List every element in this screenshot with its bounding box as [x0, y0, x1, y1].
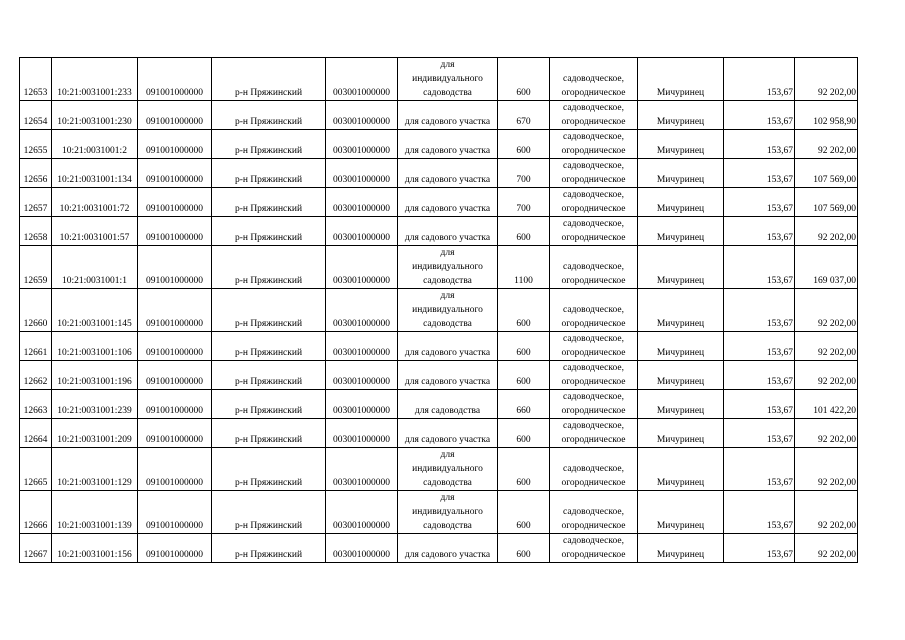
cell-purpose-line: для садового участка: [404, 348, 491, 358]
cell-district: р-н Пряжинский: [212, 361, 326, 390]
cell-cadastral-value: 169 037,00: [795, 246, 858, 289]
cell-settlement-code: 003001000000: [326, 491, 398, 534]
cell-category: [550, 188, 638, 217]
cell-purpose-line: для: [440, 450, 455, 460]
cell-rate: 153,67: [724, 159, 795, 188]
cell-category: [550, 159, 638, 188]
cell-purpose: [398, 246, 498, 289]
cell-purpose-line: индивидуального: [412, 464, 483, 474]
cell-code: 091001000000: [138, 419, 212, 448]
cell-category-line: огородническое: [561, 521, 626, 531]
cell-code: 091001000000: [138, 101, 212, 130]
cell-area: 700: [498, 188, 550, 217]
cell-cadastral-value: 92 202,00: [795, 217, 858, 246]
cell-cadastral-number: 10:21:0031001:2: [52, 130, 138, 159]
cell-number: 12654: [20, 101, 52, 130]
cell-category: [550, 58, 638, 101]
cell-category-line: садоводческое,: [563, 392, 624, 402]
cell-purpose-line: для садового участка: [404, 233, 491, 243]
cell-purpose: [398, 361, 498, 390]
cell-settlement-code: 003001000000: [326, 419, 398, 448]
cell-settlement-code: 003001000000: [326, 361, 398, 390]
cell-cadastral-value: 92 202,00: [795, 534, 858, 563]
cell-cadastral-value: 92 202,00: [795, 491, 858, 534]
cell-category-line: огородническое: [561, 550, 626, 560]
table-row: [20, 159, 858, 188]
cell-code: 091001000000: [138, 491, 212, 534]
cell-district: р-н Пряжинский: [212, 217, 326, 246]
cell-rate: 153,67: [724, 332, 795, 361]
cell-purpose: [398, 159, 498, 188]
cell-category-line: садоводческое,: [563, 190, 624, 200]
cell-category: [550, 491, 638, 534]
cell-place: Мичуринец: [638, 159, 724, 188]
cell-district: р-н Пряжинский: [212, 448, 326, 491]
cell-purpose: [398, 491, 498, 534]
cell-category: [550, 130, 638, 159]
cell-category-line: огородническое: [561, 478, 626, 488]
cell-purpose: [398, 101, 498, 130]
cell-place: Мичуринец: [638, 491, 724, 534]
cell-number: 12663: [20, 390, 52, 419]
cell-category-line: огородническое: [561, 348, 626, 358]
cell-settlement-code: 003001000000: [326, 130, 398, 159]
cell-cadastral-value: 92 202,00: [795, 289, 858, 332]
cell-area: 600: [498, 332, 550, 361]
cell-category-line: огородническое: [561, 377, 626, 387]
cell-area: 660: [498, 390, 550, 419]
cell-purpose-line: индивидуального: [412, 74, 483, 84]
table-row: [20, 448, 858, 491]
cell-cadastral-value: 92 202,00: [795, 448, 858, 491]
cell-place: Мичуринец: [638, 361, 724, 390]
cell-purpose-line: индивидуального: [412, 262, 483, 272]
cell-code: 091001000000: [138, 246, 212, 289]
cell-number: 12659: [20, 246, 52, 289]
cell-purpose-line: для садового участка: [404, 435, 491, 445]
cell-place: Мичуринец: [638, 58, 724, 101]
cell-code: 091001000000: [138, 188, 212, 217]
cell-category-line: огородническое: [561, 276, 626, 286]
cell-category-line: огородническое: [561, 319, 626, 329]
cell-code: 091001000000: [138, 217, 212, 246]
cell-category-line: садоводческое,: [563, 219, 624, 229]
cell-category-line: садоводческое,: [563, 464, 624, 474]
cell-cadastral-value: 101 422,20: [795, 390, 858, 419]
cell-settlement-code: 003001000000: [326, 159, 398, 188]
cell-rate: 153,67: [724, 491, 795, 534]
cell-code: 091001000000: [138, 159, 212, 188]
cell-purpose-line: для садового участка: [404, 377, 491, 387]
cell-purpose-line: индивидуального: [412, 507, 483, 517]
cell-category: [550, 448, 638, 491]
cell-cadastral-value: 92 202,00: [795, 58, 858, 101]
cell-category-line: огородническое: [561, 146, 626, 156]
cell-cadastral-value: 102 958,90: [795, 101, 858, 130]
cell-purpose-line: для садоводства: [414, 406, 481, 416]
table-row: [20, 419, 858, 448]
table-row: [20, 390, 858, 419]
cell-code: 091001000000: [138, 289, 212, 332]
cell-settlement-code: 003001000000: [326, 58, 398, 101]
cell-settlement-code: 003001000000: [326, 448, 398, 491]
cell-code: 091001000000: [138, 448, 212, 491]
cell-category-line: садоводческое,: [563, 363, 624, 373]
cell-place: Мичуринец: [638, 534, 724, 563]
cell-rate: 153,67: [724, 534, 795, 563]
cell-settlement-code: 003001000000: [326, 289, 398, 332]
cell-purpose: [398, 419, 498, 448]
cell-place: Мичуринец: [638, 419, 724, 448]
cell-category: [550, 390, 638, 419]
cell-purpose-line: для садового участка: [404, 204, 491, 214]
cell-cadastral-value: 92 202,00: [795, 361, 858, 390]
cell-category: [550, 246, 638, 289]
cell-rate: 153,67: [724, 390, 795, 419]
cell-code: 091001000000: [138, 534, 212, 563]
table-row: [20, 289, 858, 332]
cell-place: Мичуринец: [638, 188, 724, 217]
cell-purpose: [398, 58, 498, 101]
table-row: [20, 101, 858, 130]
cell-code: 091001000000: [138, 390, 212, 419]
cell-rate: 153,67: [724, 246, 795, 289]
cell-district: р-н Пряжинский: [212, 130, 326, 159]
cell-cadastral-value: 92 202,00: [795, 332, 858, 361]
cell-number: 12660: [20, 289, 52, 332]
table-row: [20, 534, 858, 563]
cell-district: р-н Пряжинский: [212, 332, 326, 361]
table-row: [20, 491, 858, 534]
cell-place: Мичуринец: [638, 390, 724, 419]
cell-category-line: садоводческое,: [563, 421, 624, 431]
cell-category-line: огородническое: [561, 435, 626, 445]
cell-number: 12665: [20, 448, 52, 491]
cell-cadastral-number: 10:21:0031001:106: [52, 332, 138, 361]
cell-cadastral-value: 107 569,00: [795, 188, 858, 217]
cell-category-line: садоводческое,: [563, 74, 624, 84]
cell-place: Мичуринец: [638, 217, 724, 246]
table-row: [20, 332, 858, 361]
cell-code: 091001000000: [138, 58, 212, 101]
cell-number: 12662: [20, 361, 52, 390]
cell-place: Мичуринец: [638, 130, 724, 159]
cell-cadastral-value: 92 202,00: [795, 419, 858, 448]
table-row: [20, 130, 858, 159]
cell-cadastral-number: 10:21:0031001:57: [52, 217, 138, 246]
cell-place: Мичуринец: [638, 289, 724, 332]
cell-district: р-н Пряжинский: [212, 390, 326, 419]
cell-purpose: [398, 448, 498, 491]
land-parcel-table: [19, 57, 858, 563]
cell-category-line: садоводческое,: [563, 103, 624, 113]
cell-area: 600: [498, 534, 550, 563]
cell-cadastral-number: 10:21:0031001:1: [52, 246, 138, 289]
cell-district: р-н Пряжинский: [212, 289, 326, 332]
cell-purpose-line: садоводства: [423, 478, 472, 488]
cell-area: 670: [498, 101, 550, 130]
cell-cadastral-number: 10:21:0031001:72: [52, 188, 138, 217]
cell-cadastral-number: 10:21:0031001:196: [52, 361, 138, 390]
cell-purpose-line: для садового участка: [404, 550, 491, 560]
cell-code: 091001000000: [138, 332, 212, 361]
cell-purpose-line: для садового участка: [404, 146, 491, 156]
cell-number: 12656: [20, 159, 52, 188]
cell-number: 12661: [20, 332, 52, 361]
cell-place: Мичуринец: [638, 246, 724, 289]
cell-rate: 153,67: [724, 448, 795, 491]
cell-settlement-code: 003001000000: [326, 188, 398, 217]
cell-place: Мичуринец: [638, 101, 724, 130]
cell-area: 700: [498, 159, 550, 188]
cell-category-line: огородническое: [561, 406, 626, 416]
cell-purpose: [398, 217, 498, 246]
cell-category-line: садоводческое,: [563, 262, 624, 272]
cell-purpose: [398, 534, 498, 563]
cell-cadastral-number: 10:21:0031001:134: [52, 159, 138, 188]
cell-category-line: огородническое: [561, 88, 626, 98]
cell-purpose-line: садоводства: [423, 521, 472, 531]
cell-settlement-code: 003001000000: [326, 534, 398, 563]
cell-code: 091001000000: [138, 130, 212, 159]
cell-category-line: садоводческое,: [563, 305, 624, 315]
cell-cadastral-number: 10:21:0031001:233: [52, 58, 138, 101]
cell-area: 1100: [498, 246, 550, 289]
cell-cadastral-value: 92 202,00: [795, 130, 858, 159]
cell-category: [550, 332, 638, 361]
cell-purpose-line: для: [440, 493, 455, 503]
cell-category: [550, 101, 638, 130]
cell-district: р-н Пряжинский: [212, 159, 326, 188]
cell-settlement-code: 003001000000: [326, 332, 398, 361]
cell-cadastral-number: 10:21:0031001:230: [52, 101, 138, 130]
cell-area: 600: [498, 58, 550, 101]
cell-purpose-line: для садового участка: [404, 117, 491, 127]
cell-purpose-line: для: [440, 248, 455, 258]
cell-place: Мичуринец: [638, 332, 724, 361]
cell-cadastral-number: 10:21:0031001:145: [52, 289, 138, 332]
cell-purpose: [398, 130, 498, 159]
cell-cadastral-number: 10:21:0031001:139: [52, 491, 138, 534]
cell-purpose-line: садоводства: [423, 88, 472, 98]
cell-rate: 153,67: [724, 361, 795, 390]
cell-category-line: садоводческое,: [563, 536, 624, 546]
cell-area: 600: [498, 361, 550, 390]
cell-district: р-н Пряжинский: [212, 188, 326, 217]
cell-area: 600: [498, 289, 550, 332]
cell-purpose: [398, 188, 498, 217]
cell-purpose: [398, 332, 498, 361]
cell-category-line: огородническое: [561, 175, 626, 185]
cell-category-line: садоводческое,: [563, 507, 624, 517]
cell-category-line: садоводческое,: [563, 334, 624, 344]
cell-category-line: огородническое: [561, 233, 626, 243]
cell-rate: 153,67: [724, 58, 795, 101]
cell-district: р-н Пряжинский: [212, 419, 326, 448]
cell-cadastral-number: 10:21:0031001:239: [52, 390, 138, 419]
cell-district: р-н Пряжинский: [212, 246, 326, 289]
cell-category-line: садоводческое,: [563, 161, 624, 171]
cell-cadastral-number: 10:21:0031001:156: [52, 534, 138, 563]
cell-number: 12653: [20, 58, 52, 101]
cell-purpose-line: для: [440, 60, 455, 70]
cell-number: 12666: [20, 491, 52, 534]
cell-number: 12664: [20, 419, 52, 448]
cell-cadastral-number: 10:21:0031001:209: [52, 419, 138, 448]
table-row: [20, 217, 858, 246]
cell-purpose-line: для садового участка: [404, 175, 491, 185]
cell-purpose-line: индивидуального: [412, 305, 483, 315]
cell-category: [550, 419, 638, 448]
cell-category: [550, 361, 638, 390]
cell-area: 600: [498, 130, 550, 159]
table-row: [20, 58, 858, 101]
cell-area: 600: [498, 448, 550, 491]
table-row: [20, 246, 858, 289]
cell-code: 091001000000: [138, 361, 212, 390]
cell-rate: 153,67: [724, 188, 795, 217]
cell-purpose: [398, 289, 498, 332]
cell-settlement-code: 003001000000: [326, 101, 398, 130]
cell-category-line: садоводческое,: [563, 132, 624, 142]
cell-settlement-code: 003001000000: [326, 217, 398, 246]
cell-purpose: [398, 390, 498, 419]
cell-cadastral-number: 10:21:0031001:129: [52, 448, 138, 491]
cell-area: 600: [498, 491, 550, 534]
cell-category-line: огородническое: [561, 117, 626, 127]
cell-cadastral-value: 107 569,00: [795, 159, 858, 188]
cell-district: р-н Пряжинский: [212, 101, 326, 130]
table-row: [20, 361, 858, 390]
cell-district: р-н Пряжинский: [212, 534, 326, 563]
cell-number: 12657: [20, 188, 52, 217]
cell-category: [550, 217, 638, 246]
cell-rate: 153,67: [724, 217, 795, 246]
cell-category: [550, 534, 638, 563]
cell-number: 12667: [20, 534, 52, 563]
cell-rate: 153,67: [724, 289, 795, 332]
cell-rate: 153,67: [724, 419, 795, 448]
cell-purpose-line: садоводства: [423, 276, 472, 286]
cell-area: 600: [498, 419, 550, 448]
cell-number: 12658: [20, 217, 52, 246]
cell-number: 12655: [20, 130, 52, 159]
cell-area: 600: [498, 217, 550, 246]
cell-rate: 153,67: [724, 130, 795, 159]
cell-settlement-code: 003001000000: [326, 390, 398, 419]
cell-district: р-н Пряжинский: [212, 58, 326, 101]
cell-category: [550, 289, 638, 332]
cell-settlement-code: 003001000000: [326, 246, 398, 289]
cell-district: р-н Пряжинский: [212, 491, 326, 534]
cell-rate: 153,67: [724, 101, 795, 130]
table-row: [20, 188, 858, 217]
cell-purpose-line: садоводства: [423, 319, 472, 329]
cell-purpose-line: для: [440, 291, 455, 301]
cell-place: Мичуринец: [638, 448, 724, 491]
cell-category-line: огородническое: [561, 204, 626, 214]
